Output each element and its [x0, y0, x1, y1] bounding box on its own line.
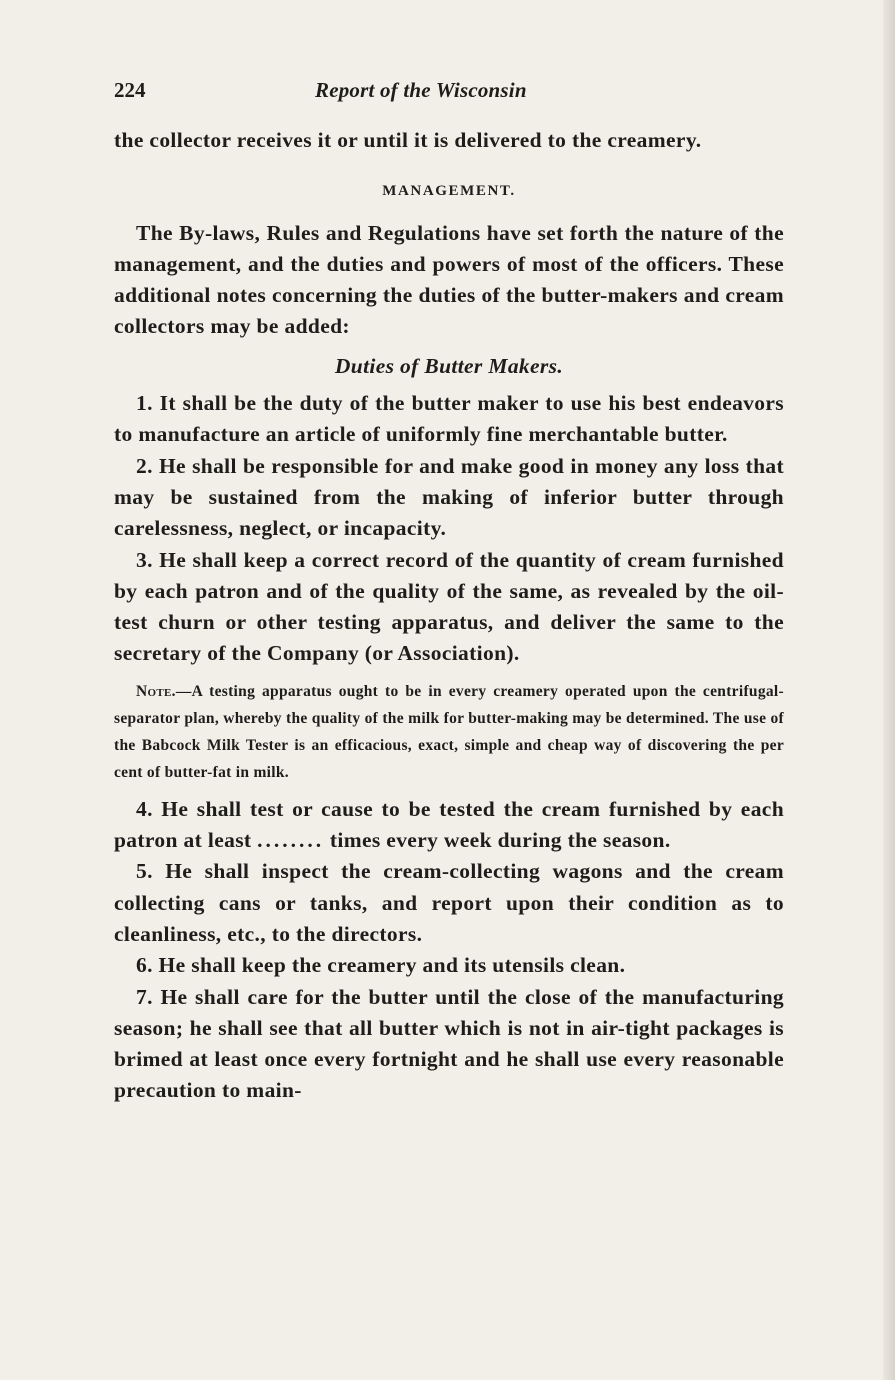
- duty-item-4-end: times every week during the season.: [324, 828, 671, 853]
- duty-item-4: [114, 794, 784, 857]
- subheading-duties-of-butter-makers: Duties of Butter Makers.: [334, 353, 564, 378]
- body-text: [114, 125, 784, 1107]
- duty-item-1: 1. It shall be the duty of the butter maker to use his best endeavors to manufacture an article of uniformly fine merchantable butter.: [114, 391, 784, 447]
- page-number: 224: [114, 78, 146, 102]
- continuation-paragraph: the collector receives it or until it is delivered to the creamery.: [114, 128, 702, 152]
- duty-item-4-start: 4. He shall test or cause to be tested the cream furnished by each patron at least: [114, 796, 784, 853]
- management-paragraph: The By-laws, Rules and Regulations have set forth the nature of the management, and the duties and powers of most of the officers. These additional notes concerning the duties of the butter-makers and cream collectors may be added:: [114, 220, 784, 339]
- note-text: —A testing apparatus ought to be in every creamery operated upon the centrifugal-separator plan, whereby the quality of the milk for butter-making may be determined. The use of the Babcock Milk Tester is an efficacious, exact, simple and cheap way of discovering the per cent of butter-fat in milk.: [114, 682, 784, 781]
- note-label: Note.: [136, 682, 176, 700]
- duty-item-7: 7. He shall care for the butter until the close of the manufacturing season; he shall see that all butter which is not in air-tight packages is brimed at least once every fortnight and he shall use every reasonable precaution to main-: [114, 984, 784, 1103]
- note-paragraph: [114, 678, 784, 786]
- duty-item-3: 3. He shall keep a correct record of the quantity of cream furnished by each patron and of the quality of the same, as revealed by the oil-test churn or other testing apparatus, and deliver the same to the secretary of the Company (or Association).: [114, 547, 784, 666]
- page-header: [110, 78, 790, 108]
- page-edge-shadow: [883, 0, 895, 1380]
- duty-item-6: 6. He shall keep the creamery and its utensils clean.: [136, 953, 626, 978]
- duty-item-2: 2. He shall be responsible for and make good in money any loss that may be sustained from the making of inferior butter through carelessness, neglect, or incapacity.: [114, 453, 784, 541]
- duty-item-4-blank: ........: [257, 828, 325, 853]
- section-heading-management: MANAGEMENT.: [382, 183, 516, 200]
- running-title: Report of the Wisconsin: [315, 78, 527, 102]
- duty-item-5: 5. He shall inspect the cream-collecting wagons and the cream collecting cans or tanks, and report upon their condition as to cleanliness, etc., to the directors.: [114, 859, 784, 946]
